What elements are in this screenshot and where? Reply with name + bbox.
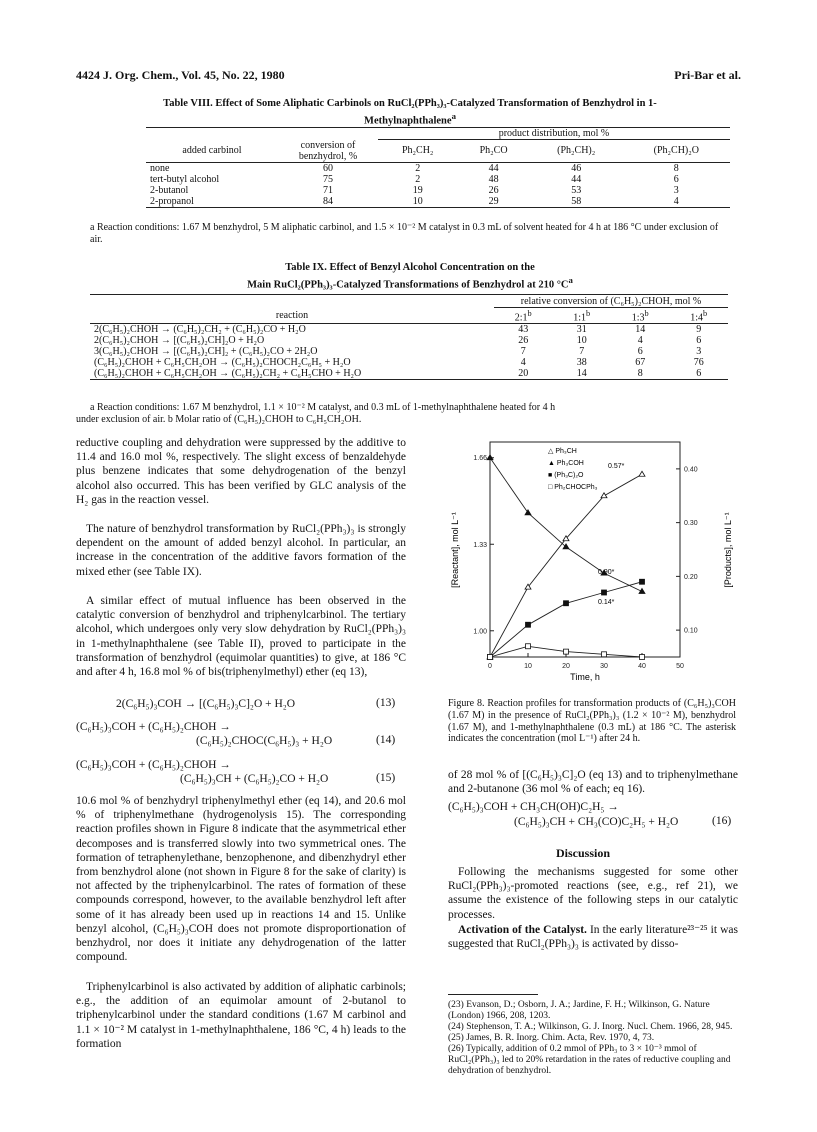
left-paragraph-2: The nature of benzhydrol transformation by RuCl₂(PPh₃)₃ is strongly dependent on the amount of added benzyl alcohol. In particular, an increase in the concentration of the additive favors formation of the mixed ether (see Table IX). [76, 523, 406, 578]
left-paragraph-1: reductive coupling and dehydration were suppressed by the additive to 11.4 and 16.0 mol %, respectively. The slight excess of benzaldehyde plus benzene indicates that some dehydrogenation of the benzyl alcohol also occurred. This has been verified by GLC analysis of the H₂ gas in the reaction vessel. [76, 437, 406, 506]
y-left-tick-label: 1.66 [473, 455, 487, 463]
data-point [602, 652, 607, 657]
equation-16-number: (16) [712, 815, 732, 827]
table-row: none 60 2 44 46 8 [150, 162, 679, 174]
table8-caption: Table VIII. Effect of Some Aliphatic Carbinols on RuCl₂(PPh₃)₃-Catalyzed Transformation of Benzhydrol in 1-Methylnaphthalene$^a$ [163, 98, 657, 127]
legend-entry-mixed [548, 484, 598, 491]
data-point [526, 622, 531, 627]
y-left-tick-label: 1.00 [473, 628, 487, 636]
legend-entry-ether [548, 472, 584, 479]
left-paragraph-4: 10.6 mol % of benzhydryl triphenylmethyl ether (eq 14), and 20.6 mol % of triphenylmethane (hydrogenolysis 15). The corresponding reaction profiles shown in Figure 8 indicate that the asymmetrical ether decomposes and is transferred slowly into two symmetrical ones. The formation of tetraphenylethane, benzophenone, and dibenzhydryl ether from benzhydrol alone (not shown in Figure 8 for the sake of clarity) is not affected by the triphenylcarbinol. The rates of formation of these compounds correspond, however, to the available benzhydrol left after some of it has already been used up in reactions 14 and 15. Unlike benzyl alcohol, (C₆H₅)₃COH does not promote disproportionation of benzhydrol, nor does it initiate any dehydrogenation of the latter compound. [76, 795, 406, 964]
svg-text:△ Ph₃CH: △ Ph₃CH [548, 448, 577, 455]
annotation-014: 0.14* [598, 599, 615, 606]
y-right-tick-label: 0.30 [684, 520, 698, 528]
x-tick-label: 40 [638, 663, 646, 670]
data-point [640, 655, 645, 660]
reference-25: (25) James, B. R. Inorg. Chim. Acta, Rev. 1970, 4, 73. [448, 1033, 655, 1043]
table8-col-ph2co: Ph₂CO [479, 145, 508, 157]
data-point [639, 471, 645, 476]
svg-text:■ (Ph₃C)₂O: ■ (Ph₃C)₂O [548, 472, 584, 479]
section-heading-discussion: Discussion [556, 846, 611, 860]
y-axis-right-label: [Products], mol L⁻¹ [723, 512, 733, 588]
table9-top-rule [90, 294, 728, 295]
table-row: tert-butyl alcohol 75 2 48 44 6 [150, 173, 679, 185]
table-row: (C₆H₅)₂CHOH + C₆H₅CH₂OH → (C₆H₅)₂CHOCH₂C₆H₅ + H₂O 4 38 67 76 [94, 357, 704, 369]
series-line-0 [490, 474, 642, 657]
data-point [564, 649, 569, 654]
table-row: 3(C₆H₅)₂CHOH → [(C₆H₅)₂CH]₂ + (C₆H₅)₂CO + 2H₂O 7 7 6 3 [94, 346, 702, 358]
equation-14-number: (14) [376, 734, 396, 746]
data-point [488, 655, 493, 660]
table9-col-1-4: 1:4$^b$ [690, 309, 708, 324]
table9-col-1-3: 1:3$^b$ [631, 309, 649, 324]
references [448, 1000, 738, 1077]
table-row: 2(C₆H₅)₂CHOH → (C₆H₅)₂CH₂ + (C₆H₅)₂CO + H₂O 43 31 14 9 [94, 324, 702, 336]
reference-26: (26) Typically, addition of 0.2 mmol of PPh₃ to 3 × 10⁻³ mmol of RuCl₂(PPh₃)₃ led to 20% retardation in the rates of reductive coupling and dehydration of benzhydrol. [448, 1044, 731, 1076]
table9-footnote-2: under exclusion of air. b Molar ratio of (C₆H₅)₂CHOH to C₆H₅CH₂OH. [76, 414, 362, 425]
data-point [640, 579, 645, 584]
footnote-rule [448, 994, 538, 995]
table9-caption: Table IX. Effect of Benzyl Alcohol Concentration on the Main RuCl₂(PPh₃)₃-Catalyzed Transformations of Benzhydrol at 210 $^\circ C^a$ [247, 262, 573, 291]
legend-entry-ph3ch [548, 448, 577, 455]
y-axis-left-label: [Reactant], mol L⁻¹ [450, 512, 460, 588]
table9 [90, 296, 728, 380]
x-tick-label: 10 [524, 663, 532, 670]
svg-text:□ Ph₂CHOCPh₃: □ Ph₂CHOCPh₃ [548, 484, 598, 491]
svg-text:▲ Ph₃COH: ▲ Ph₃COH [548, 460, 584, 467]
table9-col-2-1: 2:1$^b$ [514, 309, 532, 324]
series-line-2 [490, 582, 642, 657]
table9-footnote-1: a Reaction conditions: 1.67 M benzhydrol, 1.1 × 10⁻² M catalyst, and 0.3 mL of 1-methylnaphthalene heated for 4 h [90, 402, 556, 413]
x-tick-label: 0 [488, 663, 492, 670]
left-paragraph-3: A similar effect of mutual influence has been observed in the catalytic conversion of benzhydrol and triphenylcarbinol. The tertiary alcohol, which undergoes only very slow dehydration by RuCl₂(PPh₃)₃ in 1-methylnaphthalene (see Table II), proved to participate in the transformation of benzhydrol (equimolar quantities) to give, at 186 °C and after 4 h, 16.8 mol % of bis(triphenylmethyl) ether (eq 13), [76, 595, 406, 679]
equation-16-left: (C₆H₅)₃COH + CH₃CH(OH)C₂H₅ → [448, 801, 619, 813]
x-tick-label: 50 [676, 663, 684, 670]
table-row: (C₆H₅)₂CHOH + C₆H₅CH₂OH → (C₆H₅)₂CH₂ + C₆H₅CHO + H₂O 20 14 8 6 [90, 368, 728, 380]
x-axis-label: Time, h [570, 672, 600, 682]
data-point [564, 601, 569, 606]
table8-col-conversion: conversion of benzhydrol, % [298, 139, 358, 162]
table8 [146, 128, 730, 208]
y-left-tick-label: 1.33 [473, 541, 487, 549]
left-paragraph-5: Triphenylcarbinol is also activated by addition of aliphatic carbinols; e.g., the addition of an equimolar amount of 2-butanol to triphenylcarbinol under the standard conditions (1.67 M carbinol and 1.1 × 10⁻² M catalyst in 1-methylnaphthalene, 186 °C, 4 h) leads to the formation [76, 981, 406, 1050]
legend [548, 448, 598, 491]
y-right-tick-label: 0.10 [684, 627, 698, 635]
equation-15-right: (C₆H₅)₃CH + (C₆H₅)₂CO + H₂O [180, 773, 329, 785]
equation-13: 2(C₆H₅)₃COH → [(C₆H₅)₃C]₂O + H₂O [116, 698, 296, 710]
data-point [602, 590, 607, 595]
table-row: 2(C₆H₅)₂CHOH → [(C₆H₅)₂CH]₂O + H₂O 26 10 4 6 [94, 335, 702, 347]
table9-group-header: relative conversion of (C₆H₅)₂CHOH, mol % [494, 296, 728, 308]
equation-14-right: (C₆H₅)₂CHOC(C₆H₅)₃ + H₂O [196, 735, 333, 747]
equation-15-left: (C₆H₅)₃COH + (C₆H₅)₂CHOH → [76, 759, 231, 771]
table8-footnote: a Reaction conditions: 1.67 M benzhydrol, 5 M aliphatic carbinol, and 1.5 × 10⁻² M catalyst in 0.3 mL of solvent heated for 4 h at 186 °C under exclusion of air. [90, 222, 719, 245]
figure-8 [448, 440, 738, 685]
table8-col-ether: (Ph₂CH)₂O [653, 145, 699, 157]
x-tick-label: 20 [562, 663, 570, 670]
table8-col-carbinol: added carbinol [182, 145, 242, 156]
table8-group-header: product distribution, mol % [378, 128, 730, 140]
right-paragraph-2: Following the mechanisms suggested for some other RuCl₂(PPh₃)₃-promoted reactions (see, e.g., ref 21), we assume the existence of the following steps in our catalytic processes. [448, 866, 738, 921]
running-header-journal: 4424 J. Org. Chem., Vol. 45, No. 22, 1980 [76, 68, 285, 82]
data-point [601, 493, 607, 498]
plot-frame [490, 442, 680, 657]
y-right-tick-label: 0.20 [684, 573, 698, 581]
y-right-tick-label: 0.40 [684, 466, 698, 474]
equation-14-left: (C₆H₅)₃COH + (C₆H₅)₂CHOH → [76, 721, 231, 733]
equation-15-number: (15) [376, 772, 396, 784]
table9-col-reaction: reaction [275, 309, 309, 321]
annotation-090: 0.90* [598, 569, 615, 576]
annotation-057: 0.57* [608, 463, 625, 470]
equation-13-number: (13) [376, 697, 396, 709]
legend-entry-ph3coh [548, 460, 584, 467]
right-paragraph-1: of 28 mol % of [(C₆H₅)₃C]₂O (eq 13) and to triphenylmethane and 2-butanone (36 mol % of each; eq 16). [448, 769, 738, 796]
running-header-authors: Pri-Bar et al. [674, 68, 741, 82]
figure-8-caption: Figure 8. Reaction profiles for transformation products of (C₆H₅)₃COH (1.67 M) in the presence of RuCl₂(PPh₃)₃ (1.2 × 10⁻² M), benzhydrol (1.67 M), and 1-methylnaphthalene (0.3 mL) at 186 °C. The asterisk indicates the concentration (mol L⁻¹) after 24 h. [448, 698, 736, 745]
data-point [526, 644, 531, 649]
equation-16-right: (C₆H₅)₃CH + CH₃(CO)C₂H₅ + H₂O [514, 816, 679, 828]
reference-23: (23) Evanson, D.; Osborn, J. A.; Jardine, F. H.; Wilkinson, G. Nature (London) 1966, 208, 1203. [448, 1000, 710, 1021]
table-row: 2-butanol 71 19 26 53 3 [150, 184, 679, 196]
table8-col-dimer: (Ph₂CH)₂ [557, 145, 596, 157]
right-paragraph-3: Activation of the Catalyst. In the early literature²³⁻²⁵ it was suggested that RuCl₂(PPh₃)₃ is activated by disso- [448, 924, 739, 951]
figure-8-chart [448, 440, 738, 685]
reference-24: (24) Stephenson, T. A.; Wilkinson, G. J. Inorg. Nucl. Chem. 1966, 28, 945. [448, 1022, 733, 1032]
table9-col-1-1: 1:1$^b$ [573, 309, 591, 324]
x-tick-label: 30 [600, 663, 608, 670]
table-row: 2-propanol 84 10 29 58 4 [146, 196, 730, 208]
table8-col-ph2ch2: Ph₂CH₂ [401, 145, 434, 157]
